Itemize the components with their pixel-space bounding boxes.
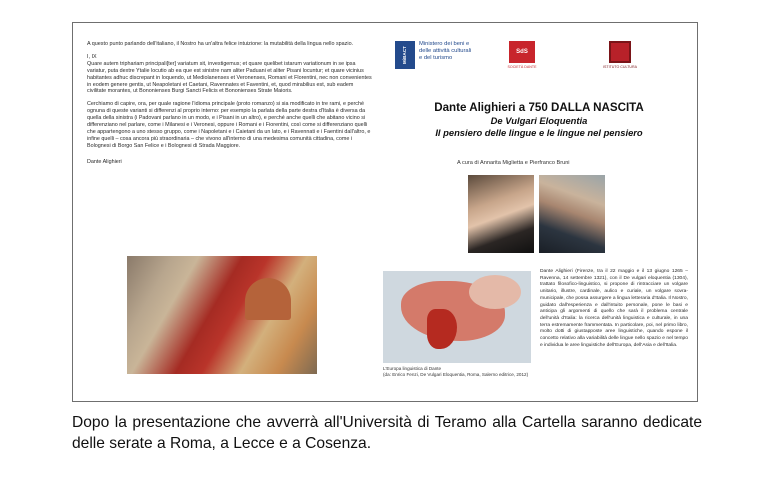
portrait-woman-image	[468, 175, 534, 253]
intro-paragraph: A questo punto parlando dell'italiano, il Nostro ha un'altra felice intuizione: la mutabilità della lingua nello spazio.	[87, 41, 354, 47]
latin-quote: Quare autem triphariam principali[ter] variatum sit, investigemus; et quare quelibet istarum variationum in se ipsa variatur, puta dextre Ytalie locutio ab ea que est sinistre nam aliter Paduani et aliter Pisani locuntur; et quare vicinius habitantes adhuc discrepant in loquendo, ut Mediolanenses et Veronenses, Romani et Florentini, nec non convenientes in eodem genere gentis, ut Neapoletani et Caetani, Ravennates et Faventini, et, quod mirabilius est, sub eadem civilitate morantes, ut Bononienses Burgi Sancti Felicis et Bononienses Strate Maioris.	[87, 60, 372, 95]
society-logo: SdS	[509, 41, 535, 63]
subtitle: De Vulgari Eloquentia	[490, 115, 588, 126]
map-caption	[383, 366, 543, 377]
institute-logo	[609, 41, 631, 63]
portraits	[468, 175, 605, 253]
reference-label: I, IX	[87, 53, 97, 60]
left-text-column	[87, 41, 373, 172]
signature: Dante Alighieri	[87, 158, 122, 165]
bio-text: Dante Alighieri (Firenze, tra il 22 maggio e il 13 giugno 1265 – Ravenna, 14 settembre 1321), con il De vulgari eloquentia (1304), trattato filosofico-linguistico, si propone di rintracciare un volgare unitario, illustre, cardinale, aulico e curiale, un volgare sovra-municipale, che possa assurgere a lingua letteraria d'Italia. Il Nostro, guidato dall'esperienza e dall'intuito personale, pone le basi e anticipa gli argomenti di quello che sarà il problema centrale dell'unità d'Italia: la ricerca dell'unità linguistica e culturale, in una terra estremamente frammentata. In particolare, poi, nel primo libro, molto dotti di giustapposte aree linguistiche, quando espone il concetto relativo alla variabilità delle lingue nello spazio e nel tempo e individua le aree linguistiche dell'Europa, dell'Asia e dell'Italia.	[540, 269, 689, 348]
caption-text: Dopo la presentazione che avverrà all'Università di Teramo alla Cartella saranno dedicate delle serate a Roma, a Lecce e a Cosenza.	[72, 414, 702, 452]
italian-translation: Cerchiamo di capire, ora, per quale ragione l'idioma principale (proto romanzo) si sia modificato in tre rami, e perché ognuna di queste varianti si differenzi al proprio interno: per esempio la parlata della parte destra d'Italia è diversa da quella della sinistra (i Padovani parlano in un modo, e i Pisani in un altro), e perché anche quelli che abitano vicino si differenziano nel parlare, come i Milanesi e i Veronesi, oppure i Romani e i Fiorentini, così come si differenziano quelli che appartengono a uno stesso gruppo, come i Napoletani e i Caietani da un lato, e i Ravennati e i Faentini dall'altro, e infine quelli – cosa ancora più straordinaria – che vivono all'interno di una medesima comunità cittadina, come i Bolognesi di Borgo San Felice e i Bolognesi di Strada Maggiore.	[87, 101, 371, 149]
logo-row	[395, 39, 685, 79]
main-title: Dante Alighieri a 750 DALLA NASCITA	[434, 101, 644, 114]
ministero-text: Ministero dei beni e delle attività culturali e del turismo	[419, 41, 472, 61]
curated-by: A cura di Annarita Miglietta e Pierfranco Bruni	[457, 160, 570, 166]
dante-painting-image	[127, 256, 317, 374]
institute-logo-caption: ISTITUTO CULTURA	[602, 65, 637, 69]
mibact-logo: MiBACT	[395, 41, 415, 69]
title-block	[389, 101, 689, 139]
event-flyer	[72, 22, 698, 402]
subtitle-2: Il pensiero delle lingue e le lingue nel pensiero	[435, 127, 643, 138]
europe-map-image	[383, 271, 531, 363]
map-caption-line2: (da: Enrico Fenzi, De Vulgari Eloquentia, Roma, Salerno editrice, 2012)	[383, 371, 529, 377]
cathedral-dome	[245, 278, 291, 320]
map-region-italy	[427, 309, 457, 349]
society-logo-caption: SOCIETÀ DANTE	[507, 65, 537, 69]
map-caption-line1: L'Europa linguistica di Dante	[383, 366, 442, 371]
portrait-man-image	[539, 175, 605, 253]
map-region-2	[469, 275, 521, 309]
